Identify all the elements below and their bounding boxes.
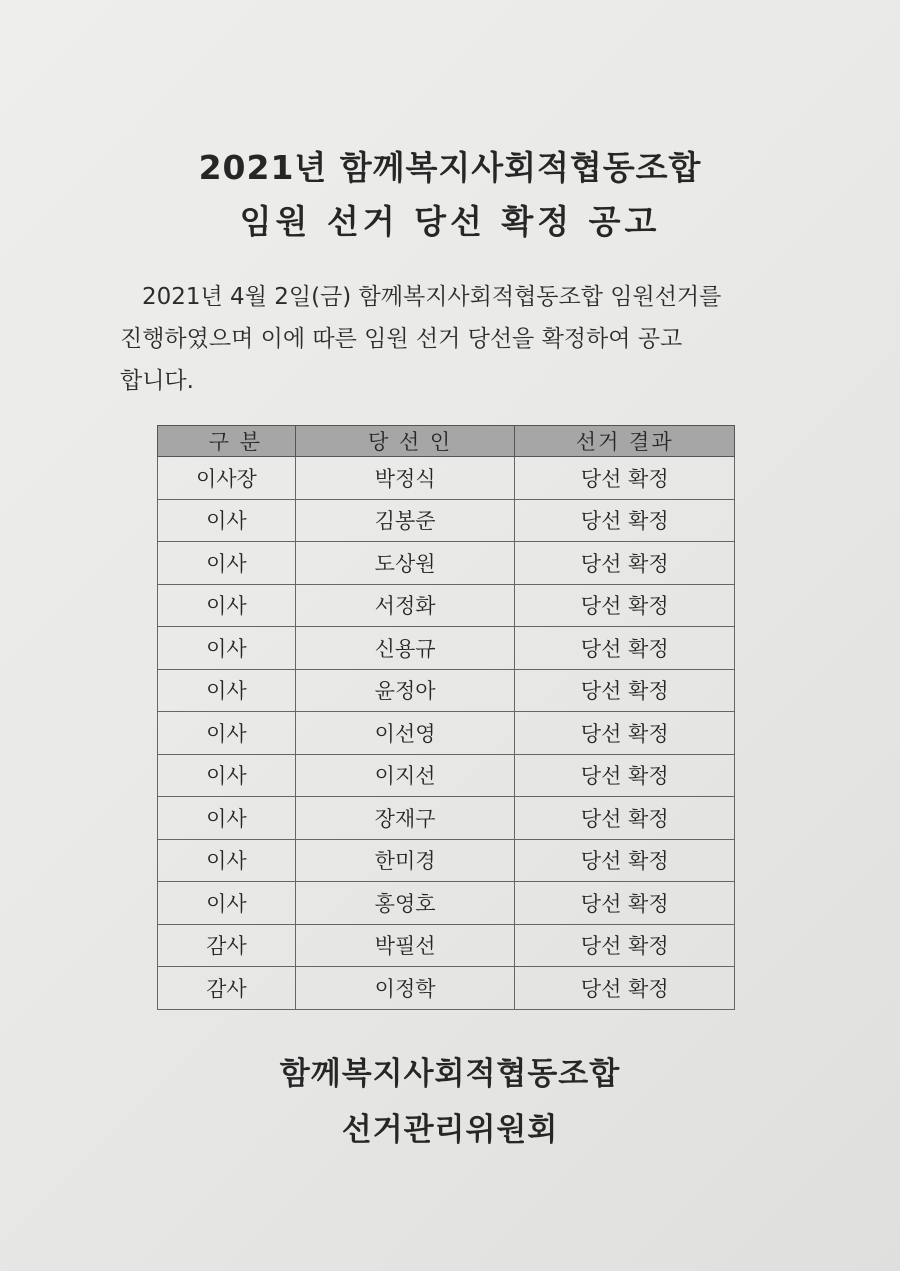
table-row	[158, 882, 735, 925]
cell-name: 윤정아	[295, 669, 515, 712]
footer-committee: 선거관리위원회	[341, 1112, 559, 1148]
notice-title-line2: 임원 선거 당선 확정 공고	[239, 202, 661, 241]
table-row	[158, 457, 735, 500]
footer-organization: 함께복지사회적협동조합	[279, 1056, 621, 1092]
cell-name: 서정화	[295, 584, 515, 627]
cell-name: 도상원	[295, 542, 515, 585]
table-row	[158, 712, 735, 755]
cell-name: 박필선	[295, 924, 515, 967]
cell-result: 당선 확정	[515, 924, 735, 967]
notice-body	[120, 276, 780, 402]
table-row	[158, 542, 735, 585]
election-results-table	[157, 425, 735, 1010]
cell-position: 감사	[158, 924, 296, 967]
notice-body-line2: 진행하였으며 이에 따른 임원 선거 당선을 확정하여 공고	[120, 326, 683, 352]
cell-position: 감사	[158, 967, 296, 1010]
table-header-row	[158, 426, 735, 457]
cell-result: 당선 확정	[515, 967, 735, 1010]
cell-name: 김봉준	[295, 499, 515, 542]
cell-name: 박정식	[295, 457, 515, 500]
cell-name: 한미경	[295, 839, 515, 882]
cell-position: 이사	[158, 797, 296, 840]
cell-result: 당선 확정	[515, 839, 735, 882]
cell-position: 이사	[158, 499, 296, 542]
cell-position: 이사장	[158, 457, 296, 500]
cell-name: 신용규	[295, 627, 515, 670]
cell-result: 당선 확정	[515, 627, 735, 670]
cell-result: 당선 확정	[515, 457, 735, 500]
notice-body-line1: 2021년 4월 2일(금) 함께복지사회적협동조합 임원선거를	[142, 284, 722, 310]
cell-position: 이사	[158, 627, 296, 670]
notice-body-line3: 합니다.	[120, 368, 194, 394]
header-name: 당 선 인	[295, 426, 515, 457]
cell-position: 이사	[158, 584, 296, 627]
cell-result: 당선 확정	[515, 797, 735, 840]
cell-result: 당선 확정	[515, 754, 735, 797]
cell-result: 당선 확정	[515, 584, 735, 627]
cell-name: 홍영호	[295, 882, 515, 925]
cell-position: 이사	[158, 669, 296, 712]
table-row	[158, 967, 735, 1010]
cell-position: 이사	[158, 542, 296, 585]
header-position: 구 분	[158, 426, 296, 457]
table-row	[158, 584, 735, 627]
table-row	[158, 669, 735, 712]
table-row	[158, 754, 735, 797]
cell-position: 이사	[158, 712, 296, 755]
table-row	[158, 627, 735, 670]
cell-result: 당선 확정	[515, 542, 735, 585]
cell-position: 이사	[158, 839, 296, 882]
cell-result: 당선 확정	[515, 669, 735, 712]
cell-result: 당선 확정	[515, 712, 735, 755]
cell-name: 장재구	[295, 797, 515, 840]
cell-position: 이사	[158, 754, 296, 797]
table-row	[158, 839, 735, 882]
table-row	[158, 499, 735, 542]
cell-name: 이지선	[295, 754, 515, 797]
table-row	[158, 797, 735, 840]
header-result: 선거 결과	[515, 426, 735, 457]
table-body	[158, 457, 735, 1010]
cell-position: 이사	[158, 882, 296, 925]
cell-result: 당선 확정	[515, 499, 735, 542]
notice-title-line1: 2021년 함께복지사회적협동조합	[198, 148, 702, 187]
table-row	[158, 924, 735, 967]
cell-name: 이선영	[295, 712, 515, 755]
cell-name: 이정학	[295, 967, 515, 1010]
cell-result: 당선 확정	[515, 882, 735, 925]
